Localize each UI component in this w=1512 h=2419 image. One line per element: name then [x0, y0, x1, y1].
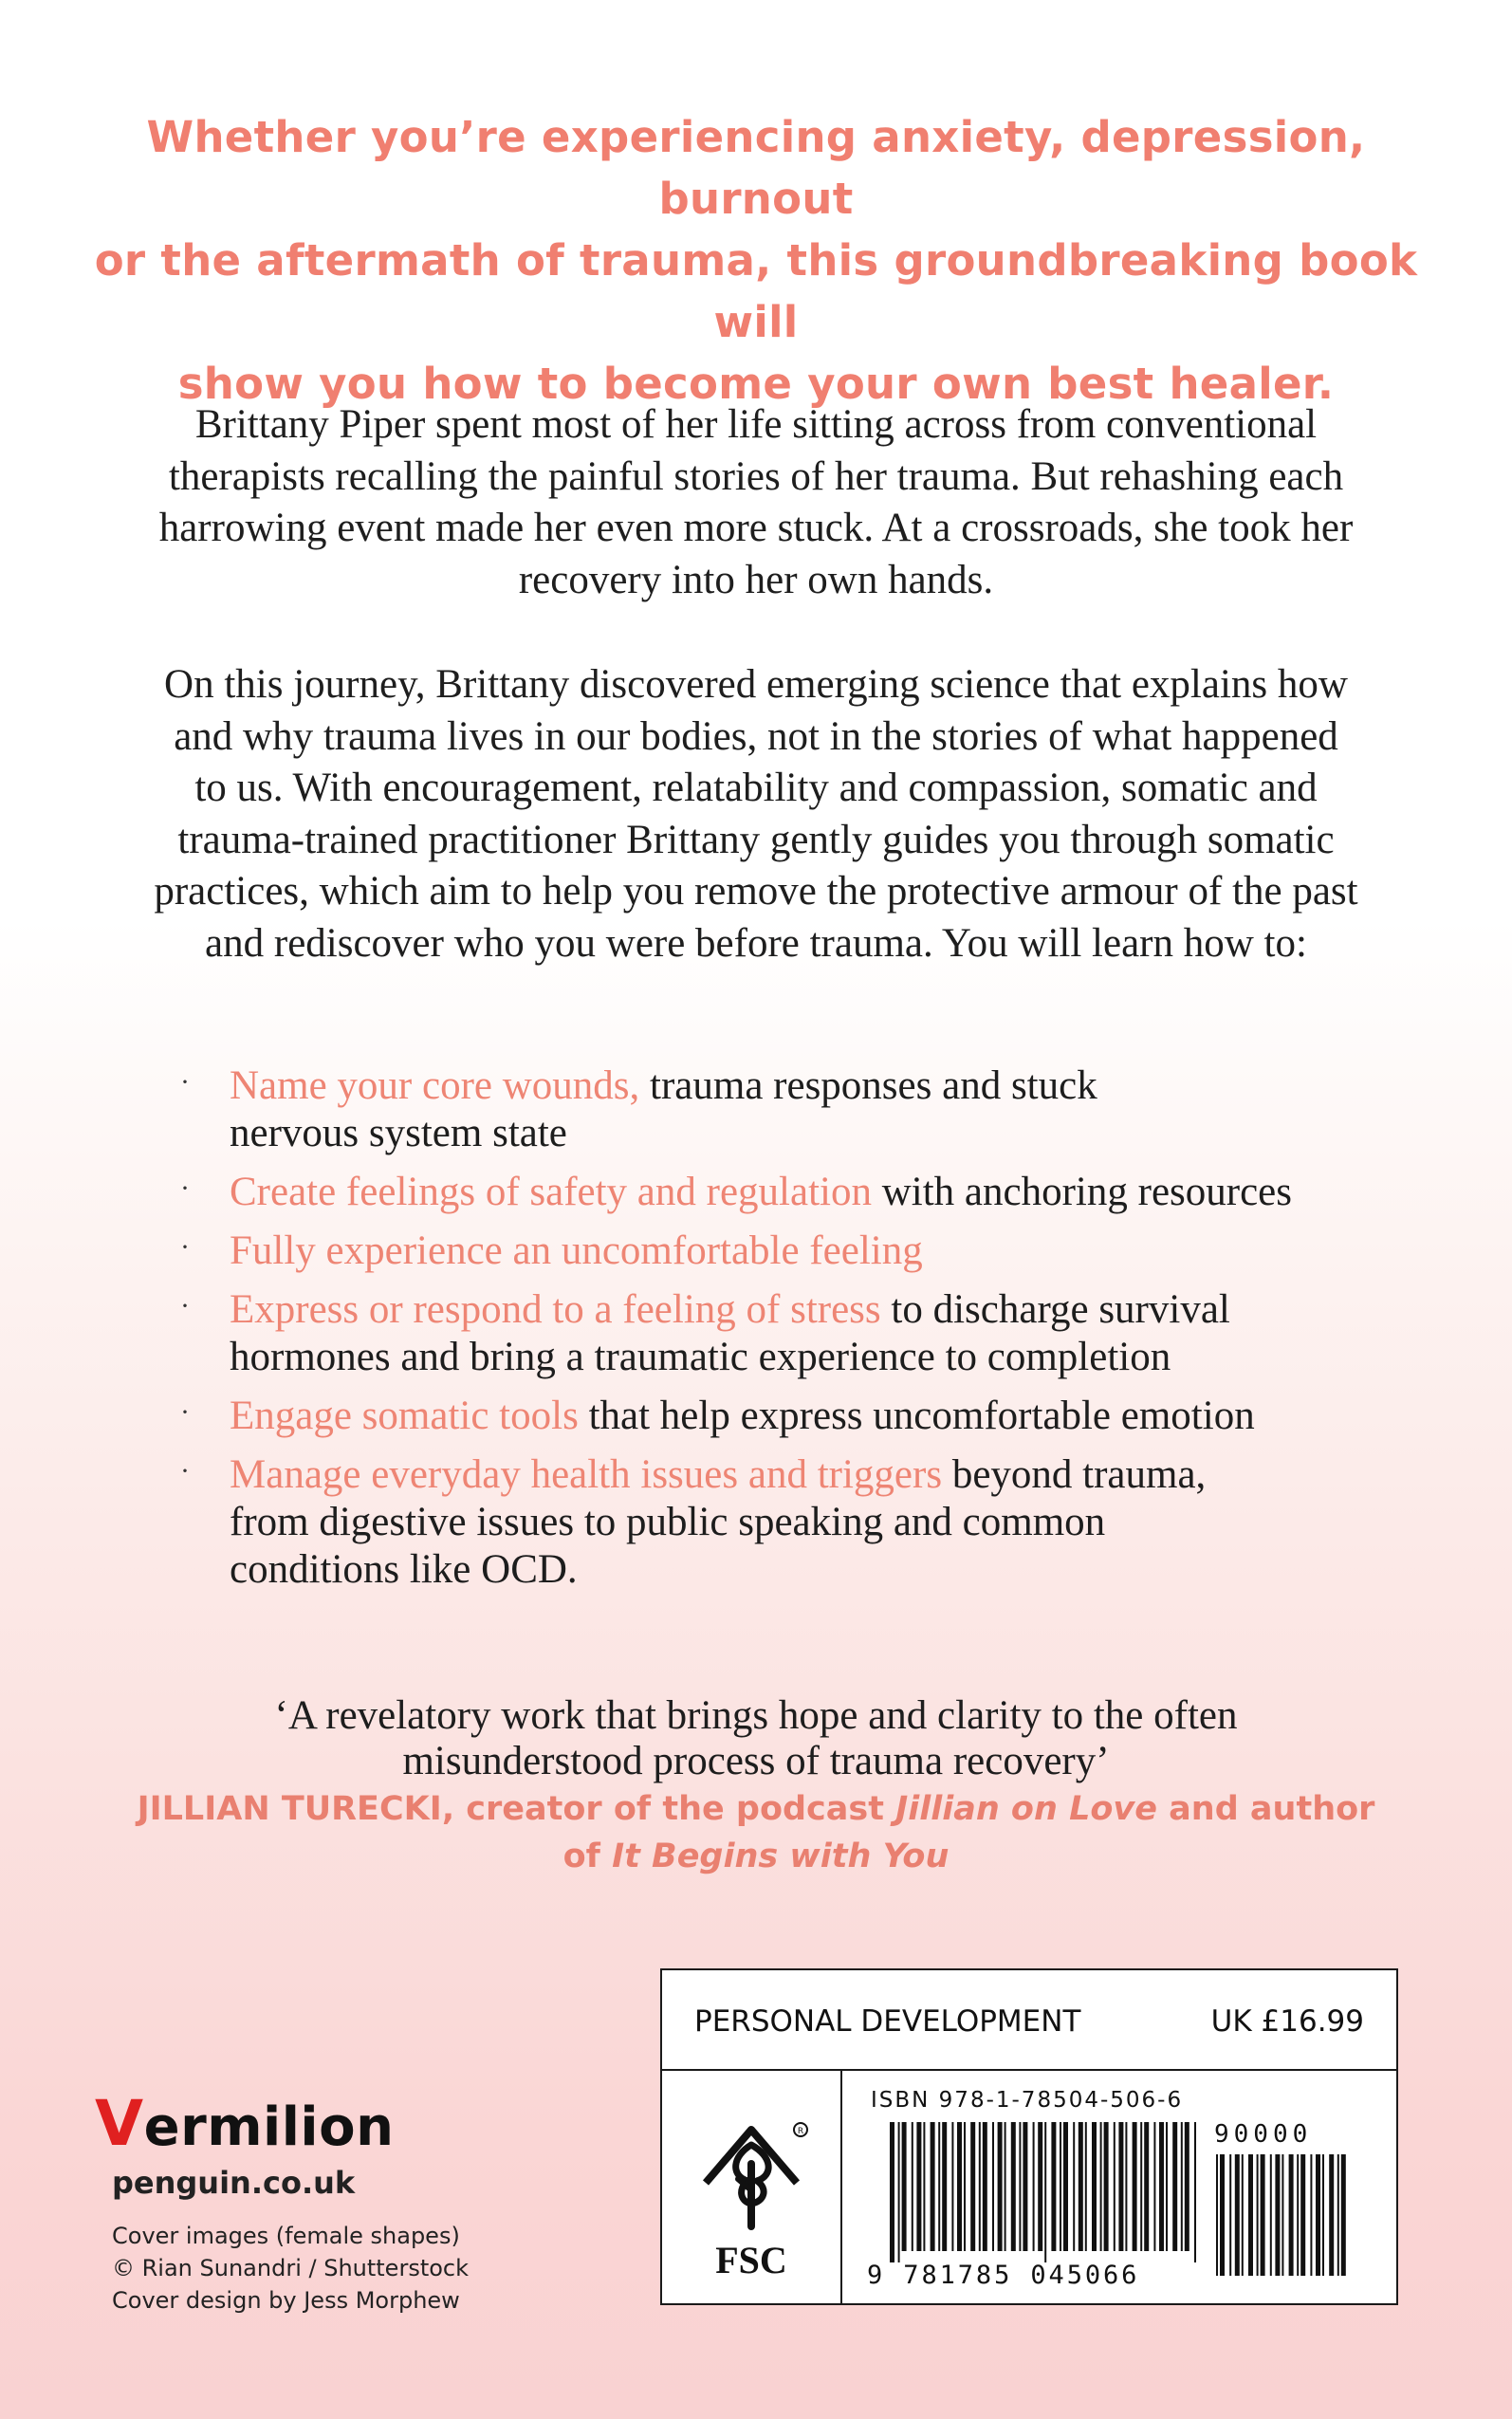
- barcode-bar: [1125, 2122, 1127, 2251]
- barcode-bar: [1038, 2122, 1042, 2251]
- fsc-label: FSC: [715, 2239, 787, 2281]
- barcode-bar: [923, 2122, 925, 2251]
- list-item: [180, 1062, 1375, 1157]
- bullet-dot: ·: [180, 1290, 190, 1321]
- barcode-bar: [1242, 2154, 1244, 2276]
- barcode-bar: [1079, 2122, 1083, 2251]
- barcode-bar: [970, 2122, 975, 2251]
- barcode-digits: 9 781785 045066: [867, 2261, 1140, 2290]
- paragraph-line: practices, which aim to help you remove the protective armour of the past: [154, 869, 1358, 914]
- bullet-dot: ·: [180, 1231, 190, 1263]
- bullet-text: beyond trauma,: [942, 1452, 1207, 1497]
- paragraph-line: and rediscover who you were before trauma. You will learn how to:: [205, 920, 1307, 966]
- endorser-name: JILLIAN TURECKI: [137, 1790, 442, 1828]
- barcode-bar: [1297, 2154, 1299, 2276]
- barcode-bar: [1051, 2122, 1056, 2251]
- barcode-bar: [1172, 2122, 1177, 2251]
- barcode-bar: [912, 2122, 913, 2251]
- logo-wordmark: ermilion: [143, 2096, 395, 2158]
- barcode-bar: [1033, 2122, 1035, 2251]
- barcode-bar: [898, 2122, 900, 2262]
- barcode-bar: [1085, 2122, 1087, 2251]
- barcode-bar: [942, 2122, 947, 2251]
- paragraph-line: recovery into her own hands.: [518, 557, 994, 602]
- bullet-dot: ·: [180, 1396, 190, 1428]
- endorsement-quote: [95, 1693, 1417, 1784]
- bullet-highlight: Express or respond to a feeling of stress: [230, 1287, 881, 1332]
- paragraph-line: harrowing event made her even more stuck. At a crossroads, she took her: [158, 506, 1354, 550]
- barcode-bar: [1118, 2122, 1123, 2251]
- addon-digits: 90000: [1214, 2120, 1313, 2149]
- bullet-continuation: nervous system state: [230, 1111, 567, 1155]
- bullet-text: trauma responses and stuck: [639, 1063, 1097, 1108]
- vermilion-logo: [95, 2087, 394, 2160]
- barcode-bar: [1044, 2122, 1046, 2262]
- list-item: [180, 1286, 1375, 1381]
- barcode-bar: [979, 2122, 981, 2251]
- tagline: [85, 106, 1427, 415]
- paragraph-line: to us. With encouragement, relatability and compassion, somatic and: [194, 766, 1318, 810]
- isbn-text: ISBN 978-1-78504-506-6: [871, 2088, 1184, 2113]
- bullet-dot: ·: [180, 1066, 190, 1098]
- barcode-bar: [1337, 2154, 1339, 2276]
- barcode-bar: [1159, 2122, 1164, 2251]
- addon-barcode: [1216, 2154, 1358, 2287]
- attribution-text: and author: [1156, 1790, 1375, 1828]
- bullet-dot: ·: [180, 1173, 190, 1204]
- list-item: [180, 1393, 1375, 1440]
- logo-v-mark: V: [95, 2087, 144, 2160]
- barcode-bar: [1104, 2122, 1109, 2251]
- paragraph-line: therapists recalling the painful stories of her trauma. But rehashing each: [168, 453, 1344, 499]
- barcode-bar: [1341, 2154, 1346, 2276]
- barcode-bar: [1220, 2154, 1225, 2276]
- tagline-line: Whether you’re experiencing anxiety, depression, burnout: [146, 112, 1366, 224]
- barcode-bar: [1216, 2154, 1218, 2276]
- description-paragraph-2: [95, 659, 1417, 969]
- barcode-bar: [1289, 2154, 1294, 2276]
- barcode-bar: [1322, 2154, 1324, 2276]
- credit-line: Cover design by Jess Morphew: [112, 2287, 460, 2314]
- paragraph-line: Brittany Piper spent most of her life sitting across from conventional: [194, 402, 1318, 447]
- barcode-bar: [890, 2122, 894, 2262]
- barcode-bar: [964, 2122, 966, 2251]
- quote-line: ‘A revelatory work that brings hope and clarity to the often: [274, 1693, 1238, 1738]
- barcode-bar: [1275, 2154, 1280, 2276]
- paragraph-line: On this journey, Brittany discovered emerging science that explains how: [164, 662, 1348, 707]
- barcode-bar: [992, 2122, 994, 2251]
- paragraph-line: trauma-trained practitioner Brittany gently guides you through somatic: [177, 817, 1335, 862]
- bullet-highlight: Fully experience an uncomfortable feeling: [230, 1228, 923, 1273]
- barcode-bar: [1140, 2122, 1142, 2251]
- tagline-line: or the aftermath of trauma, this groundbreaking book will: [94, 235, 1418, 347]
- barcode-bar: [1185, 2122, 1189, 2251]
- barcode-bar: [1181, 2122, 1183, 2251]
- bullet-dot: ·: [180, 1455, 190, 1486]
- barcode-bar: [1166, 2122, 1168, 2251]
- barcode-bar: [1310, 2154, 1312, 2276]
- bullet-text: that help express uncomfortable emotion: [578, 1394, 1255, 1438]
- podcast-title: Jillian on Love: [895, 1790, 1157, 1828]
- attribution-text: of: [562, 1837, 613, 1875]
- barcode-bar: [1248, 2154, 1253, 2276]
- bullet-continuation: hormones and bring a traumatic experience to completion: [230, 1335, 1171, 1379]
- attribution-text: , creator of the podcast: [441, 1790, 896, 1828]
- barcode-bar: [957, 2122, 962, 2251]
- quote-line: misunderstood process of trauma recovery’: [402, 1739, 1110, 1783]
- bullet-highlight: Manage everyday health issues and triggers: [230, 1452, 943, 1497]
- barcode-bar: [1257, 2154, 1259, 2276]
- barcode-bar: [1235, 2154, 1240, 2276]
- barcode-bar: [1073, 2122, 1075, 2251]
- barcode-bar: [1144, 2122, 1149, 2251]
- barcode-bar: [1019, 2122, 1021, 2251]
- barcode-bar: [951, 2122, 953, 2251]
- benefits-list: [180, 1062, 1375, 1605]
- barcode-bar: [916, 2122, 921, 2251]
- barcode-bar: [1316, 2154, 1320, 2276]
- barcode-bar: [983, 2122, 987, 2251]
- cover-credits: [112, 2220, 469, 2317]
- barcode-box: [660, 1968, 1398, 2305]
- barcode-bar: [1063, 2122, 1068, 2251]
- book-title: It Begins with You: [612, 1837, 950, 1875]
- bullet-text: with anchoring resources: [871, 1170, 1292, 1214]
- barcode-bar: [1060, 2122, 1061, 2251]
- description-paragraph-1: [95, 399, 1417, 606]
- barcode-bar: [1329, 2154, 1334, 2276]
- credit-line: Cover images (female shapes): [112, 2223, 460, 2249]
- barcode-bar: [1092, 2122, 1097, 2251]
- barcode-bar: [1261, 2154, 1265, 2276]
- barcode-bar: [1300, 2154, 1305, 2276]
- fsc-tree-icon: [694, 2109, 808, 2232]
- ean13-barcode: [890, 2122, 1203, 2262]
- bullet-text: to discharge survival: [880, 1287, 1230, 1332]
- bullet-highlight: Create feelings of safety and regulation: [230, 1170, 872, 1214]
- barcode-box-header: [662, 1970, 1396, 2071]
- svg-text:R: R: [797, 2127, 804, 2136]
- barcode-bar: [1011, 2122, 1016, 2251]
- list-item: [180, 1451, 1375, 1594]
- barcode-bar: [938, 2122, 940, 2251]
- barcode-bar: [1133, 2122, 1137, 2251]
- barcode-bar: [1229, 2154, 1231, 2276]
- barcode-bar: [1153, 2122, 1155, 2251]
- paragraph-line: and why trauma lives in our bodies, not in the stories of what happened: [174, 713, 1338, 759]
- bullet-highlight: Name your core wounds,: [230, 1063, 640, 1108]
- endorsement-attribution: [95, 1785, 1417, 1880]
- barcode-bar: [931, 2122, 935, 2251]
- barcode-bar: [998, 2122, 1003, 2251]
- bullet-continuation: from digestive issues to public speaking and common: [230, 1500, 1106, 1544]
- price-label: UK £16.99: [1210, 2004, 1364, 2039]
- barcode-bar: [902, 2122, 907, 2251]
- fsc-cell: [662, 2071, 842, 2304]
- barcode-bar: [1270, 2154, 1272, 2276]
- credit-line: © Rian Sunandri / Shutterstock: [112, 2255, 470, 2281]
- barcode-bar: [1100, 2122, 1102, 2251]
- barcode-bar: [1023, 2122, 1027, 2251]
- tagline-line: show you how to become your own best healer.: [177, 359, 1335, 409]
- barcode-bar: [1005, 2122, 1006, 2251]
- publisher-url: penguin.co.uk: [112, 2165, 356, 2201]
- barcode-bar: [1282, 2154, 1283, 2276]
- category-label: PERSONAL DEVELOPMENT: [694, 2004, 1081, 2039]
- bullet-highlight: Engage somatic tools: [230, 1394, 579, 1438]
- list-item: [180, 1169, 1375, 1216]
- barcode-bar: [1194, 2122, 1196, 2262]
- list-item: [180, 1228, 1375, 1275]
- bullet-continuation: conditions like OCD.: [230, 1547, 578, 1592]
- barcode-bar: [1114, 2122, 1116, 2251]
